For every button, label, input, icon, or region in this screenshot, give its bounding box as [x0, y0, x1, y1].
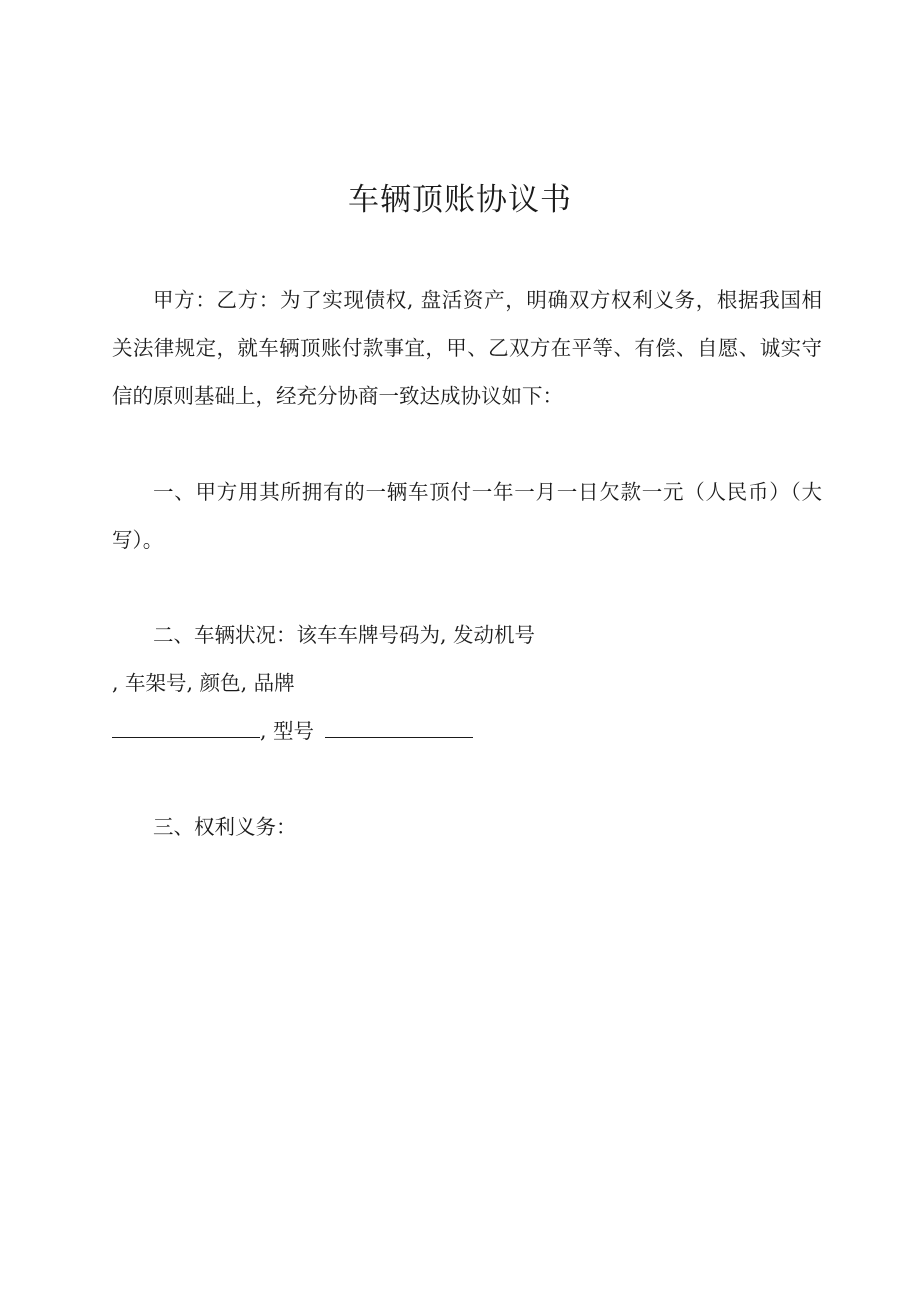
clause-3-heading: 三、权利义务： [153, 815, 297, 839]
brand-blank-line [112, 717, 260, 738]
clause-1-paragraph: 一、甲方用其所拥有的一辆车顶付一年一月一日欠款一元（人民币）（大写）。 [112, 480, 822, 552]
intro-paragraph: 甲方：乙方：为了实现债权, 盘活资产，明确双方权利义务，根据我国相关法律规定，就车辆顶账付款事宜，甲、乙双方在平等、有偿、自愿、诚实守信的原则基础上，经充分协商一致达成协议如下： [112, 288, 822, 408]
model-label: , 型号 [260, 719, 315, 743]
model-blank-line [325, 717, 473, 738]
clause-2-line-1: 二、车辆状况：该车车牌号码为, 发动机号 [153, 623, 536, 647]
document-title: 车辆顶账协议书 [348, 182, 572, 218]
clause-2-line-2: , 车架号, 颜色, 品牌 [112, 671, 295, 695]
clause-2-line-3 [112, 716, 473, 746]
